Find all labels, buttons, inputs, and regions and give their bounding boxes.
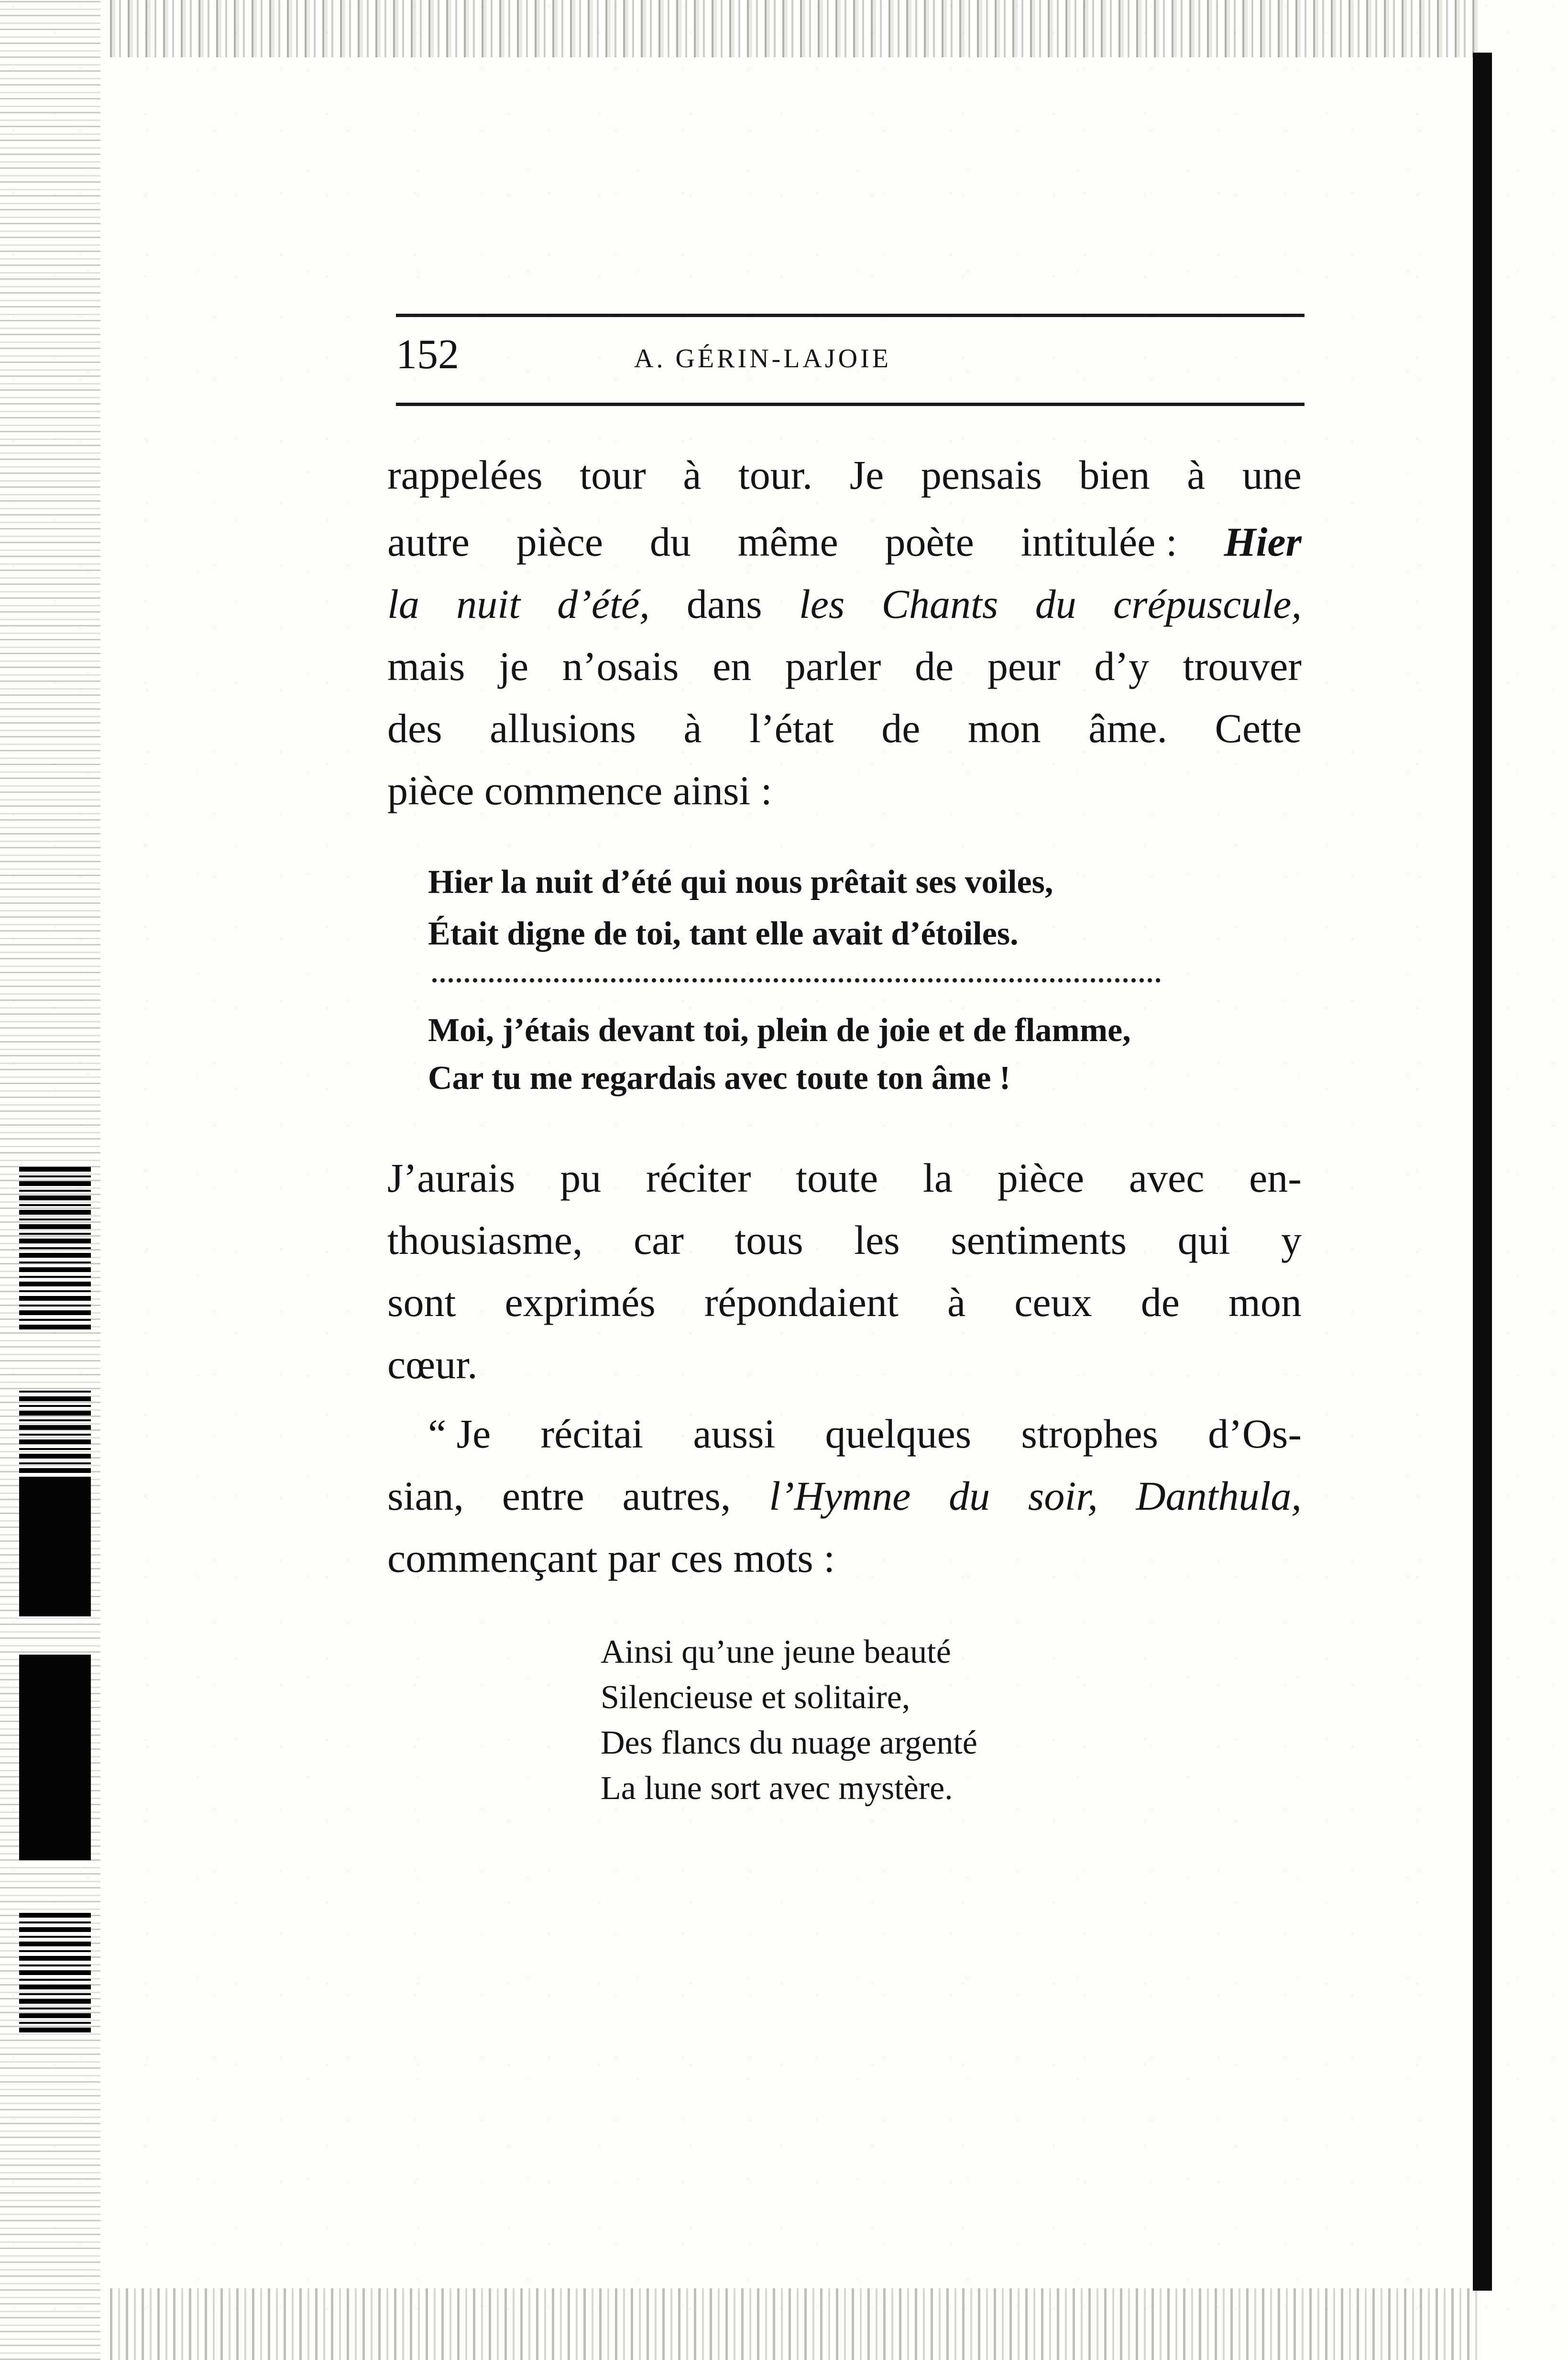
word: sentiments — [951, 1217, 1127, 1263]
word: à — [683, 452, 702, 498]
text-line — [387, 705, 1302, 751]
word: pièce — [516, 519, 603, 565]
word: à — [683, 705, 702, 751]
ellipsis-dotted-line — [430, 977, 1162, 984]
word: sian, — [387, 1473, 464, 1519]
word: n’osais — [562, 643, 679, 689]
scan-edge-top — [110, 0, 1478, 57]
word-italic: la — [387, 581, 419, 627]
running-head: A. GÉRIN-LAJOIE — [634, 344, 891, 373]
word: toute — [796, 1155, 878, 1201]
scan-barcode-mark — [19, 1913, 91, 2032]
word: allusions — [490, 705, 636, 751]
text-line — [387, 519, 1302, 565]
word: Je — [849, 452, 884, 498]
word: trouver — [1183, 643, 1302, 689]
text-line — [387, 1279, 1302, 1325]
page-binding-shadow — [1473, 53, 1492, 2291]
word: qui — [1177, 1217, 1230, 1263]
scan-barcode-mark — [19, 1655, 91, 1860]
word: tour. — [738, 452, 813, 498]
word: peur — [987, 643, 1061, 689]
word: autre — [387, 519, 470, 565]
word-italic: crépuscule, — [1113, 581, 1302, 627]
word: mon — [967, 705, 1041, 751]
text-line — [387, 452, 1302, 498]
word-italic: Chants — [881, 581, 998, 627]
word: de — [915, 643, 954, 689]
paragraph-last-line: cœur. — [387, 1341, 478, 1387]
word: à — [1187, 452, 1206, 498]
page-number: 152 — [396, 331, 459, 378]
word: exprimés — [504, 1279, 656, 1325]
word: de — [881, 705, 921, 751]
word: tous — [735, 1217, 803, 1263]
word: l’état — [749, 705, 834, 751]
word: de — [1140, 1279, 1180, 1325]
word: Cette — [1215, 705, 1302, 751]
text-line — [387, 1473, 1302, 1519]
word: y — [1281, 1217, 1302, 1263]
word-italic: du — [949, 1473, 990, 1519]
word: tour — [580, 452, 646, 498]
word: J’aurais — [387, 1155, 515, 1201]
word: récitai — [540, 1411, 644, 1457]
verse-line: La lune sort avec mystère. — [601, 1770, 953, 1807]
word: parler — [785, 643, 881, 689]
word: autres, — [622, 1473, 731, 1519]
word-italic: nuit — [456, 581, 520, 627]
header-bottom-rule — [396, 403, 1305, 406]
text-line — [387, 1219, 1302, 1261]
word: strophes — [1021, 1411, 1158, 1457]
word: entre — [502, 1473, 584, 1519]
word: du — [649, 519, 691, 565]
verse-line: Car tu me regardais avec toute ton âme ! — [428, 1060, 1011, 1097]
verse-line: Ainsi qu’une jeune beauté — [601, 1634, 951, 1670]
word: une — [1242, 452, 1302, 498]
word-italic: d’été, — [557, 581, 650, 627]
word: réciter — [646, 1155, 751, 1201]
word: quelques — [825, 1411, 972, 1457]
word: pensais — [921, 452, 1042, 498]
word: d’y — [1094, 643, 1149, 689]
verse-line: Moi, j’étais devant toi, plein de joie et de flamme, — [428, 1012, 1131, 1049]
word: car — [633, 1217, 684, 1263]
word-italic: Hier — [1224, 519, 1302, 565]
verse-line: Était digne de toi, tant elle avait d’étoiles. — [428, 915, 1019, 952]
word: à — [947, 1279, 966, 1325]
verse-line: Des flancs du nuage argenté — [601, 1724, 977, 1761]
word: avec — [1129, 1155, 1205, 1201]
word: pièce — [997, 1155, 1085, 1201]
word: en- — [1249, 1155, 1302, 1201]
paragraph-last-line: commençant par ces mots : — [387, 1535, 835, 1581]
verse-line: Silencieuse et solitaire, — [601, 1679, 910, 1716]
word: en — [713, 643, 752, 689]
word: des — [387, 705, 442, 751]
word: mon — [1228, 1279, 1302, 1325]
word: je — [499, 643, 529, 689]
text-line — [387, 643, 1302, 689]
word-italic: les — [799, 581, 845, 627]
word-italic: soir, — [1028, 1473, 1098, 1519]
word: “ Je — [428, 1411, 491, 1457]
word: bien — [1079, 452, 1150, 498]
scan-barcode-mark — [19, 1167, 91, 1329]
scan-barcode-mark — [19, 1478, 91, 1616]
word-italic: du — [1035, 581, 1076, 627]
scan-edge-bottom — [110, 2288, 1478, 2360]
text-line — [428, 1411, 1302, 1457]
word: répondaient — [704, 1279, 899, 1325]
word-italic: l’Hymne — [769, 1473, 911, 1519]
word: la — [922, 1155, 953, 1201]
text-line — [387, 583, 1302, 625]
word-italic: Danthula, — [1136, 1473, 1302, 1519]
paragraph-last-line: pièce commence ainsi : — [387, 768, 772, 813]
word: même — [737, 519, 838, 565]
word: poète — [885, 519, 974, 565]
verse-line: Hier la nuit d’été qui nous prêtait ses voiles, — [428, 864, 1053, 900]
word: mais — [387, 643, 465, 689]
word: âme. — [1088, 705, 1168, 751]
word: ceux — [1014, 1279, 1092, 1325]
word: les — [854, 1217, 900, 1263]
header-top-rule — [396, 314, 1305, 317]
word: pu — [560, 1155, 602, 1201]
word: intitulée : — [1020, 519, 1177, 565]
word: rappelées — [387, 452, 543, 498]
word: sont — [387, 1279, 456, 1325]
word: d’Os- — [1208, 1411, 1302, 1457]
word: dans — [686, 581, 762, 627]
word: aussi — [693, 1411, 776, 1457]
word: thousiasme, — [387, 1217, 583, 1263]
text-line — [387, 1155, 1302, 1201]
